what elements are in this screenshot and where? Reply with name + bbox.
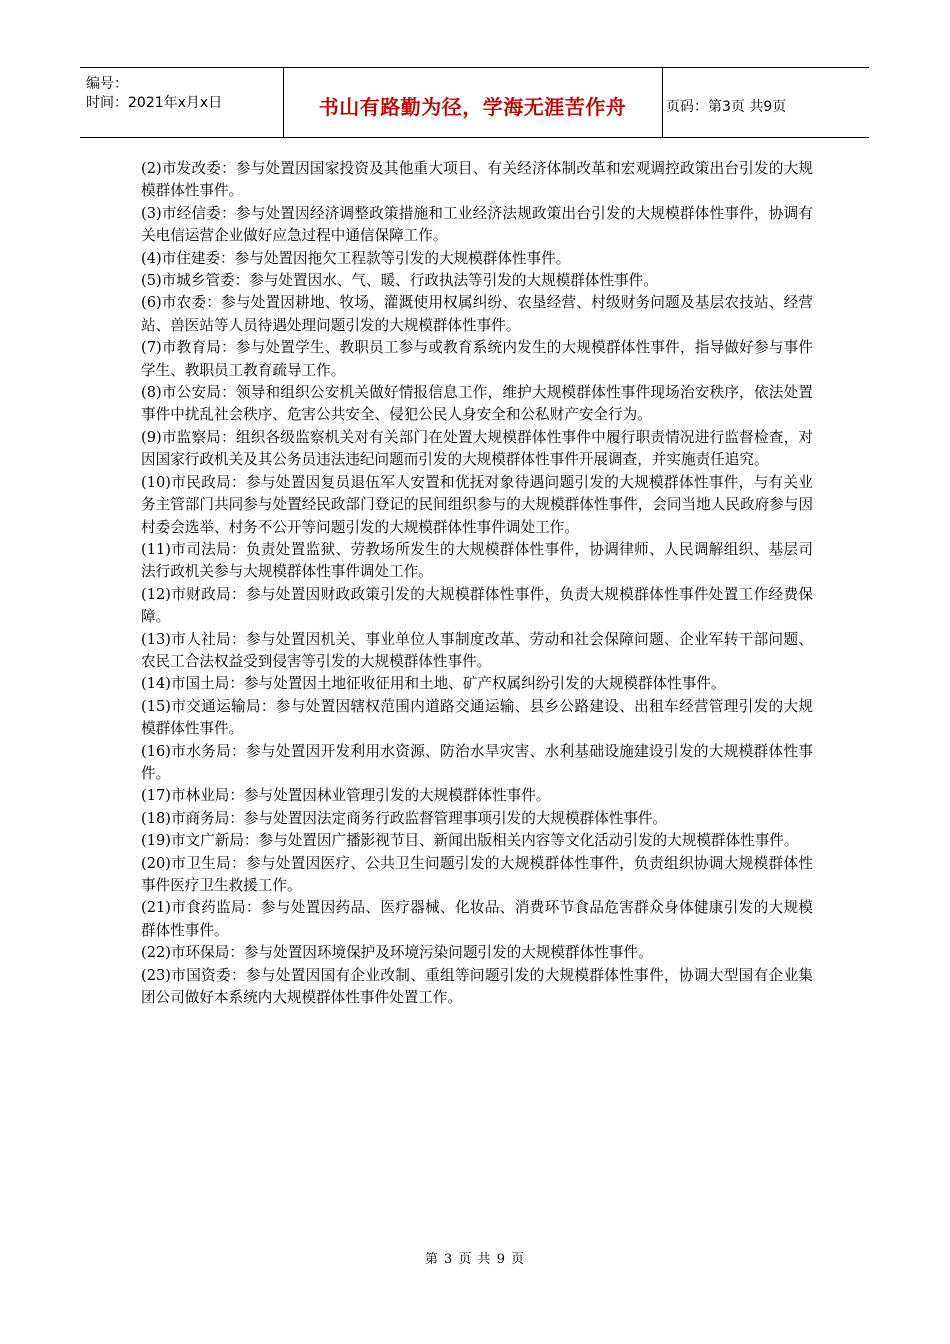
paragraph: (20)市卫生局：参与处置因医疗、公共卫生问题引发的大规模群体性事件，负责组织协调大规模群体性事件医疗卫生救援工作。 <box>141 854 813 894</box>
header-page-cell <box>662 68 869 137</box>
document-number-label: 编号： <box>86 76 128 92</box>
header-motto-cell <box>283 68 663 137</box>
header-page-info: 页码：第3页 共9页 <box>666 98 787 115</box>
paragraph: (22)市环保局：参与处置因环境保护及环境污染问题引发的大规模群体性事件。 <box>141 944 653 962</box>
header-motto: 书山有路勤为径，学海无涯苦作舟 <box>318 95 627 119</box>
paragraph: (10)市民政局：参与处置因复员退伍军人安置和优抚对象待遇问题引发的大规模群体性事件，与有关业务主管部门共同参与处置经民政部门登记的民间组织参与的大规模群体性事件，会同当地人民政府参与因村委会选举、村务不公开等问题引发的大规模群体性事件调处工作。 <box>141 473 813 536</box>
paragraph: (11)市司法局：负责处置监狱、劳教场所发生的大规模群体性事件，协调律师、人民调解组织、基层司法行政机关参与大规模群体性事件调处工作。 <box>141 540 813 581</box>
paragraph: (23)市国资委：参与处置因国有企业改制、重组等问题引发的大规模群体性事件，协调大型国有企业集团公司做好本系统内大规模群体性事件处置工作。 <box>141 966 813 1007</box>
paragraph: (12)市财政局：参与处置因财政政策引发的大规模群体性事件，负责大规模群体性事件处置工作经费保障。 <box>141 585 813 626</box>
header-meta-cell <box>80 68 284 137</box>
paragraph: (5)市城乡管委：参与处置因水、气、暖、行政执法等引发的大规模群体性事件。 <box>141 272 658 290</box>
paragraph: (2)市发改委：参与处置因国家投资及其他重大项目、有关经济体制改革和宏观调控政策出台引发的大规模群体性事件。 <box>141 160 813 200</box>
paragraph: (8)市公安局：领导和组织公安机关做好情报信息工作，维护大规模群体性事件现场治安秩序，依法处置事件中扰乱社会秩序、危害公共安全、侵犯公民人身安全和公私财产安全行为。 <box>141 384 813 424</box>
paragraph: (19)市文广新局：参与处置因广播影视节目、新闻出版相关内容等文化活动引发的大规模群体性事件。 <box>141 832 799 850</box>
paragraph: (16)市水务局：参与处置因开发利用水资源、防治水旱灾害、水利基础设施建设引发的大规模群体性事件。 <box>141 742 813 782</box>
paragraph: (3)市经信委：参与处置因经济调整政策措施和工业经济法规政策出台引发的大规模群体性事件，协调有关电信运营企业做好应急过程中通信保障工作。 <box>141 204 813 245</box>
page-footer: 第 3 页 共 9 页 <box>424 1252 526 1267</box>
document-body <box>141 158 813 1009</box>
paragraph: (21)市食药监局：参与处置因药品、医疗器械、化妆品、消费环节食品危害群众身体健康引发的大规模群体性事件。 <box>141 899 813 939</box>
paragraph: (13)市人社局：参与处置因机关、事业单位人事制度改革、劳动和社会保障问题、企业军转干部问题、农民工合法权益受到侵害等引发的大规模群体性事件。 <box>141 630 813 670</box>
document-time-label: 时间：2021年x月x日 <box>86 95 223 111</box>
paragraph: (9)市监察局：组织各级监察机关对有关部门在处置大规模群体性事件中履行职责情况进行监督检查，对因国家行政机关及其公务员违法违纪问题而引发的大规模群体性事件开展调查，并实施责任追究。 <box>141 428 813 469</box>
paragraph: (15)市交通运输局：参与处置因辖权范围内道路交通运输、县乡公路建设、出租车经营管理引发的大规模群体性事件。 <box>141 697 813 738</box>
paragraph: (6)市农委：参与处置因耕地、牧场、灌溉使用权属纠纷、农垦经营、村级财务问题及基层农技站、经营站、兽医站等人员待遇处理问题引发的大规模群体性事件。 <box>141 294 813 334</box>
paragraph: (4)市住建委：参与处置因拖欠工程款等引发的大规模群体性事件。 <box>141 249 571 267</box>
page-header <box>80 67 869 138</box>
paragraph: (17)市林业局：参与处置因林业管理引发的大规模群体性事件。 <box>141 787 551 805</box>
paragraph: (14)市国土局：参与处置因土地征收征用和土地、矿产权属纠纷引发的大规模群体性事件。 <box>141 675 726 693</box>
paragraph: (18)市商务局：参与处置因法定商务行政监督管理事项引发的大规模群体性事件。 <box>141 809 668 827</box>
paragraph: (7)市教育局：参与处置学生、教职员工参与或教育系统内发生的大规模群体性事件，指导做好参与事件学生、教职员工教育疏导工作。 <box>141 339 813 379</box>
